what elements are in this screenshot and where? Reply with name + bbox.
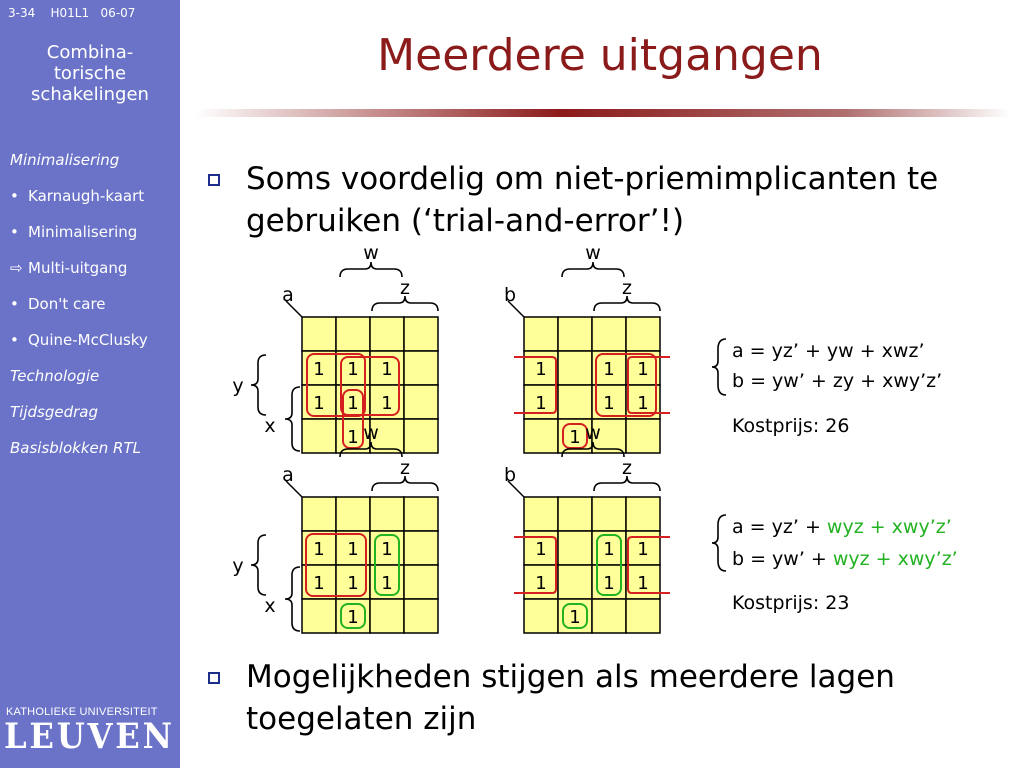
variable-label-z: z (400, 277, 410, 299)
kmap-output-label: a (282, 464, 294, 486)
nav-label: Multi-uitgang (28, 259, 128, 277)
bullet-text: Mogelijkheden stijgen als meerdere lagen toegelaten zijn (246, 659, 895, 737)
variable-label-y: y (232, 555, 244, 577)
kmap-value: 1 (347, 393, 359, 414)
kmap-cell (302, 317, 336, 351)
cost-label: Kostprijs: 23 (732, 592, 850, 614)
vertical-brace-icon (285, 567, 300, 631)
kmap-value: 1 (347, 607, 359, 628)
section-title-text: Combina- torische schakelingen (31, 42, 149, 105)
arrow-right-icon: ⇨ (10, 259, 23, 277)
kmap-cell (404, 419, 438, 453)
kmap-value: 1 (347, 359, 359, 380)
equation-text: b = yw’ + (732, 548, 833, 570)
kmap-output-label: b (503, 284, 517, 306)
kmap-value: 1 (637, 539, 649, 560)
equation-extra: wyz + xwy’z’ (832, 548, 958, 570)
equation-b-cost26 (732, 370, 942, 392)
kmap-cell (404, 497, 438, 531)
bullet-icon: • (10, 331, 19, 349)
nav-label: Karnaugh-kaart (28, 187, 145, 205)
kmap-cell (370, 599, 404, 633)
kmap-a-bottom (302, 497, 438, 633)
horizontal-brace-icon (562, 262, 624, 277)
vertical-brace-icon (285, 387, 300, 451)
kmap-cell (302, 599, 336, 633)
equation-text: a = yz’ + yw + xwz’ (732, 340, 925, 362)
kmap-value: 1 (535, 573, 547, 594)
kmap-cell (592, 599, 626, 633)
bullet-icon: • (10, 223, 19, 241)
kmap-cell (592, 497, 626, 531)
equation-text: b = yw’ + zy + xwy’z’ (732, 370, 943, 392)
kmap-cell (626, 497, 660, 531)
kmap-cell (336, 497, 370, 531)
kmap-cell (626, 317, 660, 351)
variable-label-y: y (232, 375, 244, 397)
kmap-cell (558, 565, 592, 599)
kmap-value: 1 (313, 539, 325, 560)
kmap-value: 1 (535, 359, 547, 380)
variable-label-x: x (264, 595, 276, 617)
slide-meta: 3-34 H01L1 06-07 (8, 6, 136, 20)
kmap-value: 1 (637, 573, 649, 594)
kmap-output-label: b (503, 464, 517, 486)
equation-a-cost26 (732, 340, 924, 362)
variable-label-w: w (585, 422, 601, 444)
nav-label: Tijdsgedrag (10, 403, 98, 421)
bullet-text: Soms voordelig om niet-priemimplicanten te gebruiken (‘trial-and-error’!) (246, 161, 939, 239)
university-logo: LEUVEN (4, 716, 175, 757)
equation-a-cost23 (732, 516, 952, 538)
horizontal-brace-icon (340, 262, 402, 277)
kmap-cell (524, 497, 558, 531)
kmap-cell (404, 531, 438, 565)
kmap-cell (558, 497, 592, 531)
kmap-cell (558, 351, 592, 385)
kmap-cell (404, 351, 438, 385)
kmap-cell (524, 419, 558, 453)
kmap-value: 1 (535, 539, 547, 560)
kmap-value: 1 (381, 539, 393, 560)
kmap-cell (626, 599, 660, 633)
kmap-value: 1 (637, 359, 649, 380)
kmap-cell (404, 599, 438, 633)
kmap-cell (626, 419, 660, 453)
kmap-value: 1 (603, 359, 615, 380)
nav-label: Minimalisering (10, 151, 120, 169)
kmap-cell (558, 317, 592, 351)
kmap-value: 1 (603, 393, 615, 414)
variable-label-x: x (264, 415, 276, 437)
kmap-cell (558, 531, 592, 565)
cost-label: Kostprijs: 26 (732, 415, 850, 437)
kmap-cell (404, 565, 438, 599)
kmap-value: 1 (603, 539, 615, 560)
kmap-b-bottom (524, 497, 660, 633)
kmap-value: 1 (347, 573, 359, 594)
left-brace-icon (710, 337, 730, 397)
kmap-value: 1 (535, 393, 547, 414)
kmap-output-label: a (282, 284, 294, 306)
vertical-brace-icon (251, 355, 266, 415)
kmap-value: 1 (313, 573, 325, 594)
equation-extra: wyz + xwy’z’ (826, 516, 952, 538)
kmap-cell (302, 419, 336, 453)
variable-label-w: w (585, 242, 601, 264)
kmap-value: 1 (347, 427, 359, 448)
equation-text: a = yz’ + (732, 516, 827, 538)
kmap-cell (336, 317, 370, 351)
page-title: Meerdere uitgangen (377, 30, 823, 81)
kmap-cell (592, 317, 626, 351)
kmap-value: 1 (603, 573, 615, 594)
kmap-value: 1 (381, 359, 393, 380)
kmap-value: 1 (569, 427, 581, 448)
kmap-cell (558, 385, 592, 419)
variable-label-w: w (363, 242, 379, 264)
kmap-cell (404, 317, 438, 351)
nav-label: Quine-McClusky (28, 331, 148, 349)
variable-label-w: w (363, 422, 379, 444)
nav-label: Don't care (28, 295, 106, 313)
kmap-value: 1 (381, 393, 393, 414)
bullet-icon: • (10, 187, 19, 205)
kmap-value: 1 (313, 393, 325, 414)
variable-label-z: z (622, 457, 632, 479)
kmap-cell (370, 317, 404, 351)
kmap-value: 1 (313, 359, 325, 380)
nav-label: Basisblokken RTL (10, 439, 141, 457)
kmap-value: 1 (347, 539, 359, 560)
university-name: KATHOLIEKE UNIVERSITEIT (6, 706, 158, 718)
kmap-cell (524, 599, 558, 633)
vertical-brace-icon (251, 535, 266, 595)
nav-label: Technologie (10, 367, 100, 385)
kmap-value: 1 (637, 393, 649, 414)
kmap-cell (370, 497, 404, 531)
kmap-cell (302, 497, 336, 531)
kmap-cell (404, 385, 438, 419)
kmap-cell (524, 317, 558, 351)
variable-label-z: z (400, 457, 410, 479)
equation-b-cost23 (732, 548, 958, 570)
left-brace-icon (710, 513, 730, 573)
nav-label: Minimalisering (28, 223, 138, 241)
kmap-value: 1 (569, 607, 581, 628)
variable-label-z: z (622, 277, 632, 299)
kmap-value: 1 (381, 573, 393, 594)
bullet-icon: • (10, 295, 19, 313)
